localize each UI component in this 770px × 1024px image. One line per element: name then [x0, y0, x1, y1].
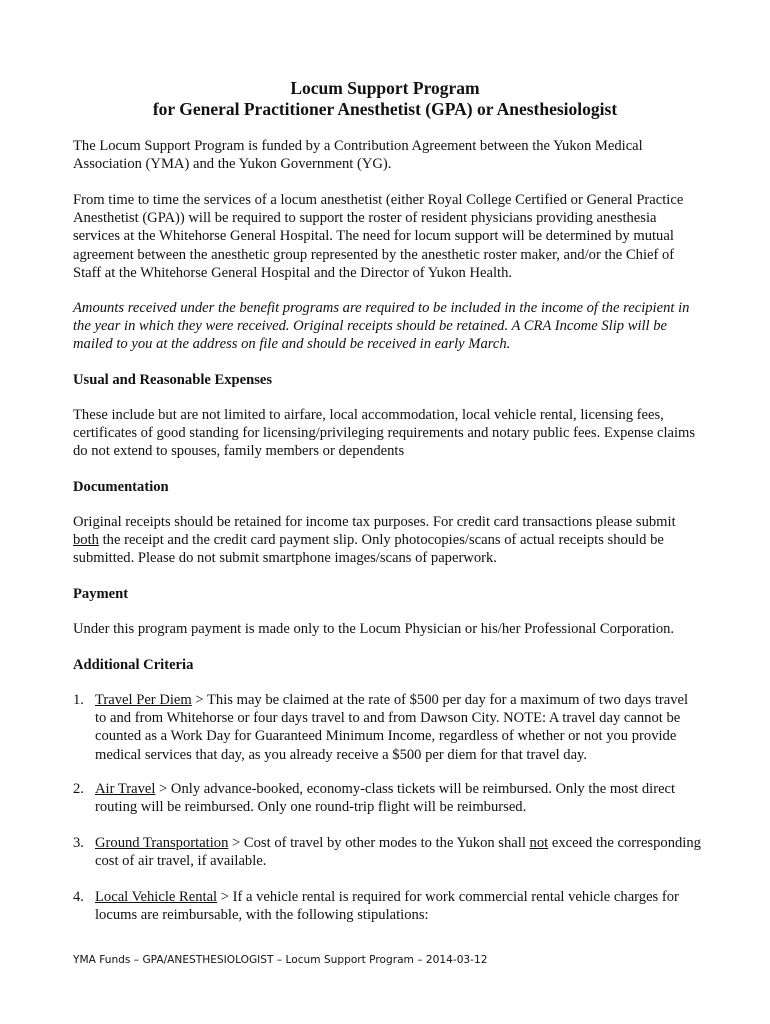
list-number: 4.: [73, 889, 84, 905]
documentation-emphasis: both: [73, 532, 99, 549]
criteria-item-travel-per-diem: [73, 691, 703, 764]
list-number: 2.: [73, 781, 84, 797]
item-label: Ground Transportation: [95, 835, 229, 851]
list-number: 1.: [73, 692, 84, 708]
expenses-heading: Usual and Reasonable Expenses: [73, 372, 273, 388]
page-title: [0, 78, 770, 120]
documentation-paragraph: [73, 513, 703, 568]
item-text: > Cost of travel by other modes to the Yukon shall: [228, 835, 530, 851]
criteria-item-local-vehicle-rental: [73, 888, 703, 924]
documentation-heading: Documentation: [73, 479, 169, 495]
item-label: Local Vehicle Rental: [95, 889, 218, 905]
intro-paragraph: The Locum Support Program is funded by a Contribution Agreement between the Yukon Medical Association (YMA) and the Yukon Government (YG).: [73, 138, 643, 173]
criteria-heading: Additional Criteria: [73, 657, 194, 673]
list-number: 3.: [73, 835, 84, 851]
expenses-paragraph: These include but are not limited to airfare, local accommodation, local vehicle rental, licensing fees, certificates of good standing for licensing/privileging requirements and notary public fees. Expense claims do not extend to spouses, family members or dependents: [73, 407, 696, 460]
payment-heading: Payment: [73, 586, 129, 602]
criteria-item-ground-transportation: [73, 834, 703, 870]
item-text: > If a vehicle rental is required for work commercial rental vehicle charges for locums are reimbursable, with the following stipulations:: [95, 889, 679, 924]
documentation-text-1: Original receipts should be retained for income tax purposes. For credit card transactions please submit: [73, 514, 676, 530]
services-paragraph: From time to time the services of a locum anesthetist (either Royal College Certified or General Practice Anesthetist (GPA)) will be required to support the roster of resident physicians providing anesthesia services at the Whitehorse General Hospital. The need for locum support will be determined by mutual agreement between the anesthetic group represented by the anesthetic roster maker, and/or the Chief of Staff at the Whitehorse General Hospital and the Director of Yukon Health.: [73, 192, 684, 281]
documentation-text-2: the receipt and the credit card payment slip. Only photocopies/scans of actual receipts should be submitted. Please do not submit smartphone images/scans of paperwork.: [73, 532, 664, 567]
criteria-item-air-travel: [73, 780, 703, 816]
item-text: > Only advance-booked, economy-class tickets will be reimbursed. Only the most direct routing will be reimbursed. Only one round-trip flight will be reimbursed.: [95, 781, 676, 816]
page-footer: YMA Funds – GPA/ANESTHESIOLOGIST – Locum Support Program – 2014-03-12: [73, 954, 488, 966]
item-text: > This may be claimed at the rate of $500 per day for a maximum of two days travel to and from Whitehorse or four days travel to and from Dawson City. NOTE: A travel day cannot be counted as a Work Day for Guaranteed Minimum Income, regardless of whether or not you provide medical services that day, as you already receive a $500 per diem for that travel day.: [95, 692, 689, 763]
title-line-2: for General Practitioner Anesthetist (GPA) or Anesthesiologist: [152, 99, 618, 119]
item-text-end: exceed the corresponding cost of air travel, if available.: [95, 835, 701, 870]
item-label: Air Travel: [95, 781, 156, 797]
payment-paragraph: Under this program payment is made only to the Locum Physician or his/her Professional Corporation.: [73, 621, 675, 637]
item-label: Travel Per Diem: [95, 692, 192, 708]
title-line-1: Locum Support Program: [290, 78, 480, 98]
item-emphasis: not: [529, 835, 549, 851]
income-note-paragraph: Amounts received under the benefit programs are required to be included in the income of the recipient in the year in which they were received. Original receipts should be retained. A CRA Income Slip will be mailed to you at the address on file and should be received in early March.: [73, 300, 690, 353]
